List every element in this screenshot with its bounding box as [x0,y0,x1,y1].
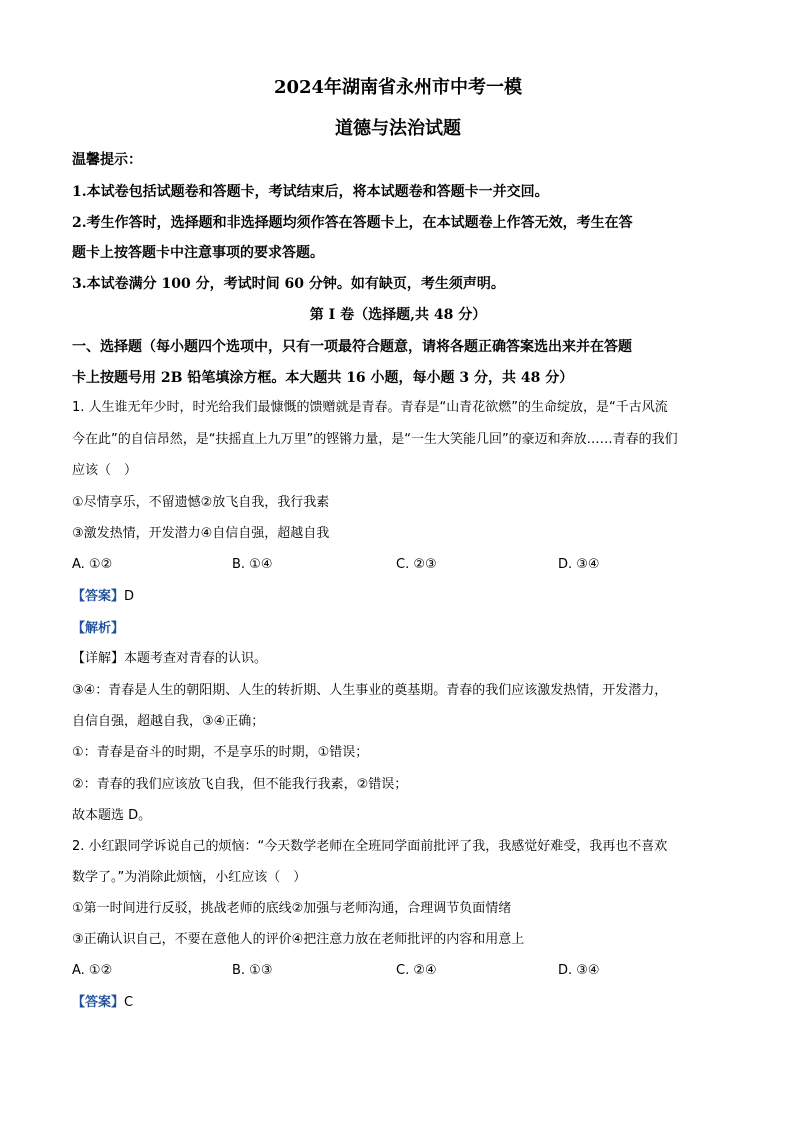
q2-stem-line-1: 2. 小红跟同学诉说自己的烦恼：“今天数学老师在全班同学面前批评了我，我感觉好难受，我再也不喜欢 [72,839,668,854]
q1-detail [72,649,724,669]
q1-answer-value: D [124,589,135,604]
q2-option-a: A. ①② [72,963,113,978]
tip-item-2-line-1: 2.考生作答时，选择题和非选择题均须作答在答题卡上，在本试题卷上作答无效，考生在答 [72,215,633,231]
q1-statement-1: ①尽情享乐，不留遗憾②放飞自我，我行我素 [72,495,330,510]
q2-answer [72,992,724,1013]
q1-option-d: D. ③④ [558,557,600,572]
q1-option-b: B. ①④ [232,557,273,572]
tip-item-3: 3.本试卷满分 100 分，考试时间 60 分钟。如有缺页，考生须声明。 [72,276,505,292]
q1-answer-tag: 【答案】 [72,589,125,604]
q1-detail-text: 本题考查对青春的认识。 [124,651,268,666]
tip-item-1: 1.本试卷包括试题卷和答题卡，考试结束后，将本试题卷和答题卡一并交回。 [72,184,549,200]
q1-conclusion: 故本题选 D。 [72,808,152,823]
q2-option-d: D. ③④ [558,963,600,978]
q2-answer-tag: 【答案】 [72,995,125,1010]
q2-option-b: B. ①③ [232,963,273,978]
q2-statement-2: ③正确认识自己，不要在意他人的评价④把注意力放在老师批评的内容和用意上 [72,932,525,947]
q1-stem-line-2: 今在此”的自信昂然，是“扶摇直上九万里”的铿锵力量，是“一生大笑能几回”的豪迈和奔放……青春的我们 [72,432,678,447]
q1-statement-2: ③激发热情，开发潜力④自信自强，超越自我 [72,526,330,541]
page-subtitle: 道德与法治试题 [335,118,461,139]
q2-stem-line-2: 数学了。”为消除此烦恼，小红应该（ ） [72,870,307,885]
q1-answer [72,586,724,607]
q1-analysis [72,618,724,639]
tip-item-2-line-2: 题卡上按答题卡中注意事项的要求答题。 [72,245,324,261]
q1-explanation-3: ②：青春的我们应该放飞自我，但不能我行我素，②错误； [72,777,408,792]
section-instruction-line-1: 一、选择题（每小题四个选项中，只有一项最符合题意，请将各题正确答案选出来并在答题 [72,339,632,355]
q2-option-c: C. ②④ [396,963,437,978]
q1-explanation-1-line-1: ③④：青春是人生的朝阳期、人生的转折期、人生事业的奠基期。青春的我们应该激发热情，开发潜力， [72,683,668,698]
volume-title: 第 I 卷（选择题,共 48 分） [309,307,487,323]
page-title: 2024年湖南省永州市中考一模 [273,77,523,98]
section-instruction-line-2: 卡上按题号用 2B 铅笔填涂方框。本大题共 16 小题，每小题 3 分，共 48 分） [72,370,574,386]
q1-explanation-2: ①：青春是奋斗的时期，不是享乐的时期，①错误； [72,745,369,760]
q1-explanation-1-line-2: 自信自强，超越自我，③④正确； [72,714,265,729]
q2-statement-1: ①第一时间进行反驳，挑战老师的底线②加强与老师沟通，合理调节负面情绪 [72,901,512,916]
q1-option-c: C. ②③ [396,557,437,572]
q1-analysis-tag: 【解析】 [72,621,125,636]
q1-stem-line-1: 1. 人生谁无年少时，时光给我们最慷慨的馈赠就是青春。青春是“山青花欲燃”的生命绽放，是“千古风流 [72,400,668,415]
tips-heading: 温馨提示： [72,152,142,168]
q2-answer-value: C [124,995,134,1010]
q1-option-a: A. ①② [72,557,113,572]
q1-detail-tag: 【详解】 [72,651,125,666]
q1-stem-line-3: 应该（ ） [72,463,138,478]
